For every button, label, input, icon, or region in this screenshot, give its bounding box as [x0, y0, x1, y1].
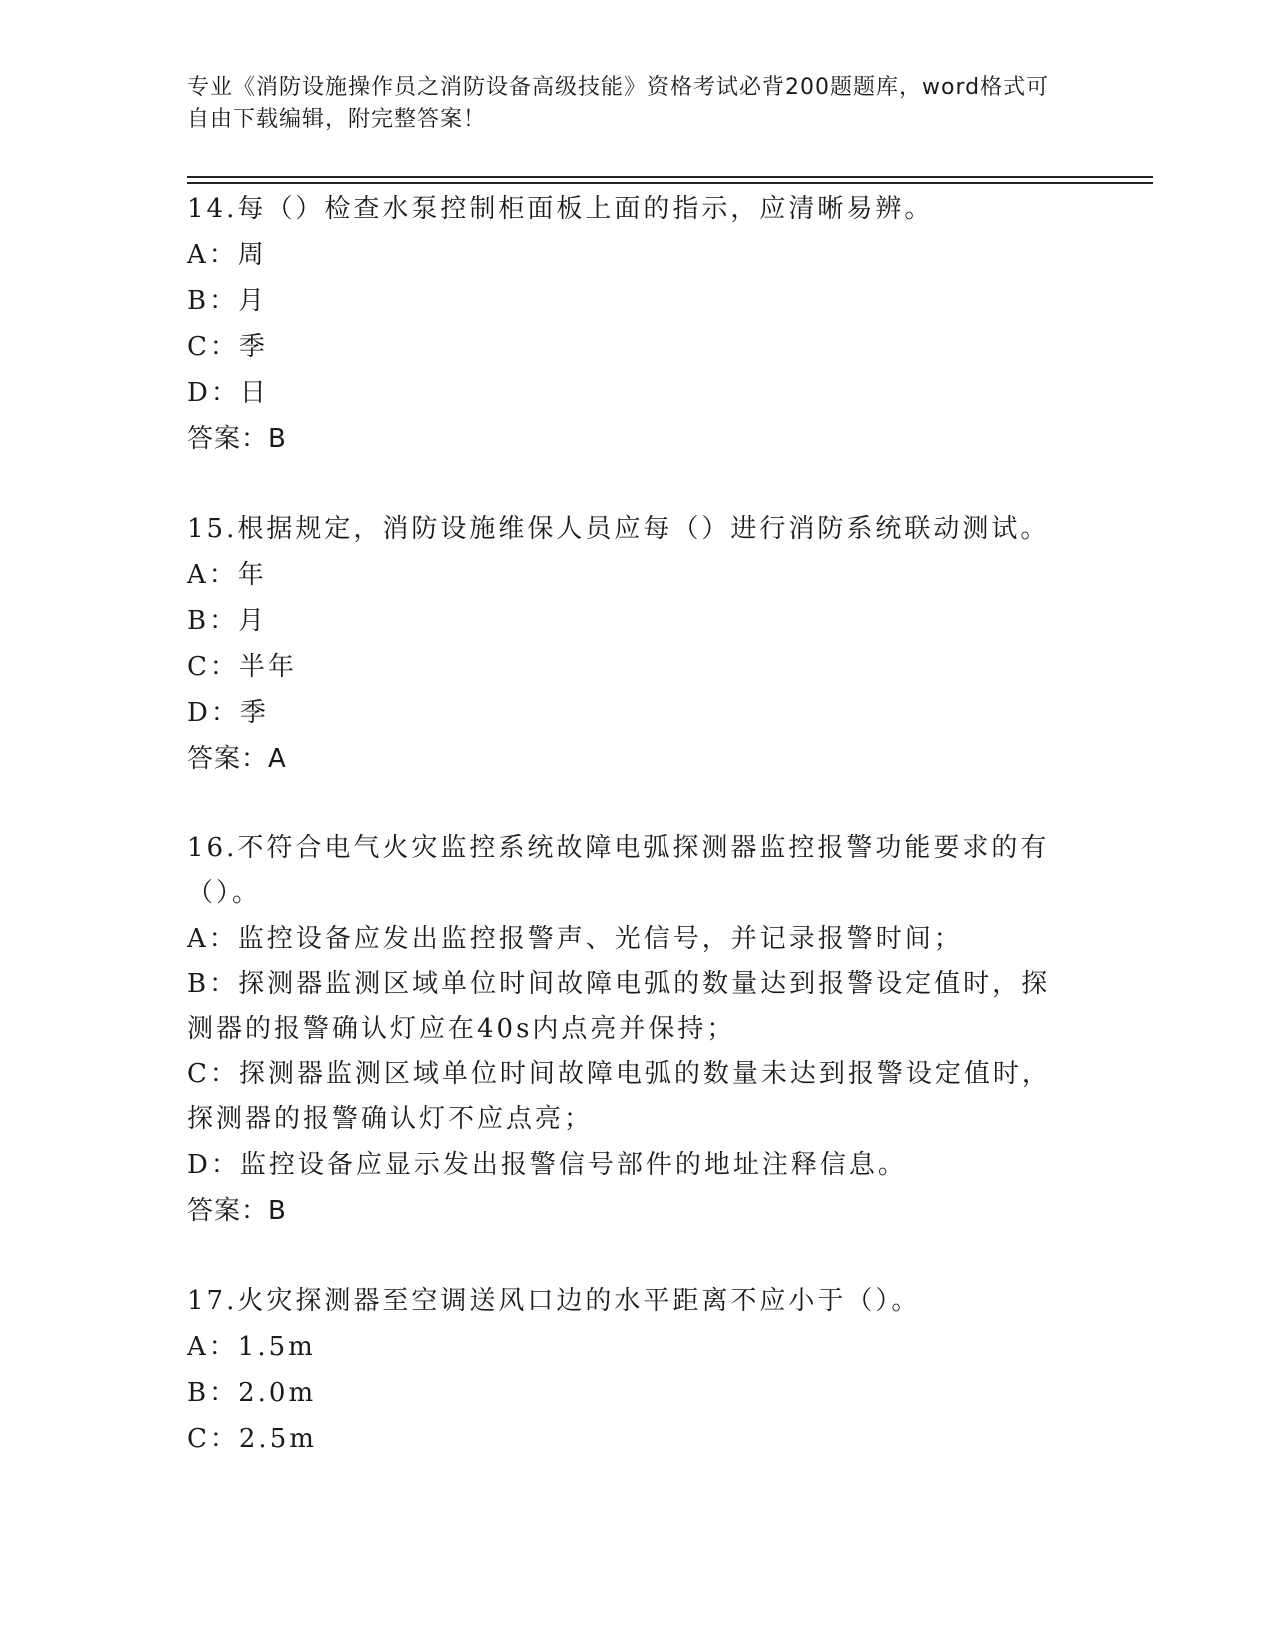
- document-header: 专业《消防设施操作员之消防设备高级技能》资格考试必背200题题库，word格式可自由下载编辑，附完整答案！: [187, 75, 1050, 132]
- question-text: 14.每（）检查水泵控制柜面板上面的指示，应清晰易辨。: [187, 194, 934, 224]
- option-c: C：季: [187, 332, 268, 362]
- question-text: 16.不符合电气火灾监控系统故障电弧探测器监控报警功能要求的有（）。: [187, 833, 1050, 908]
- option-b: B：月: [187, 606, 268, 636]
- answer-text: 答案：A: [187, 744, 287, 774]
- option-d: D：日: [187, 378, 269, 408]
- option-a: A：年: [187, 560, 267, 590]
- answer-text: 答案：B: [187, 1196, 287, 1226]
- option-d: D：季: [187, 698, 269, 728]
- question-text: 15.根据规定，消防设施维保人员应每（）进行消防系统联动测试。: [187, 514, 1050, 544]
- option-b: B：探测器监测区域单位时间故障电弧的数量达到报警设定值时，探测器的报警确认灯应在40s内点亮并保持；: [187, 969, 1051, 1044]
- question-block-14: [187, 186, 1067, 462]
- option-b: B：月: [187, 286, 268, 316]
- option-c: C：2.5m: [187, 1424, 317, 1454]
- option-c: C：半年: [187, 652, 297, 682]
- question-block-15: [187, 506, 1067, 782]
- question-list: [187, 186, 1067, 1462]
- option-c: C：探测器监测区域单位时间故障电弧的数量未达到报警设定值时，探测器的报警确认灯不应点亮；: [187, 1059, 1051, 1134]
- header-divider-bottom: [187, 182, 1153, 184]
- question-spacer: [187, 1234, 1067, 1278]
- question-spacer: [187, 462, 1067, 506]
- question-text: 17.火灾探测器至空调送风口边的水平距离不应小于（）。: [187, 1286, 921, 1316]
- question-block-16: [187, 826, 1067, 1234]
- option-a: A：监控设备应发出监控报警声、光信号，并记录报警时间；: [187, 924, 963, 954]
- question-spacer: [187, 782, 1067, 826]
- option-a: A：周: [187, 240, 267, 270]
- header-divider-top: [187, 176, 1153, 178]
- question-block-17: [187, 1278, 1067, 1462]
- answer-text: 答案：B: [187, 424, 287, 454]
- option-b: B：2.0m: [187, 1378, 317, 1408]
- option-a: A：1.5m: [187, 1332, 316, 1362]
- option-d: D：监控设备应显示发出报警信号部件的地址注释信息。: [187, 1150, 907, 1180]
